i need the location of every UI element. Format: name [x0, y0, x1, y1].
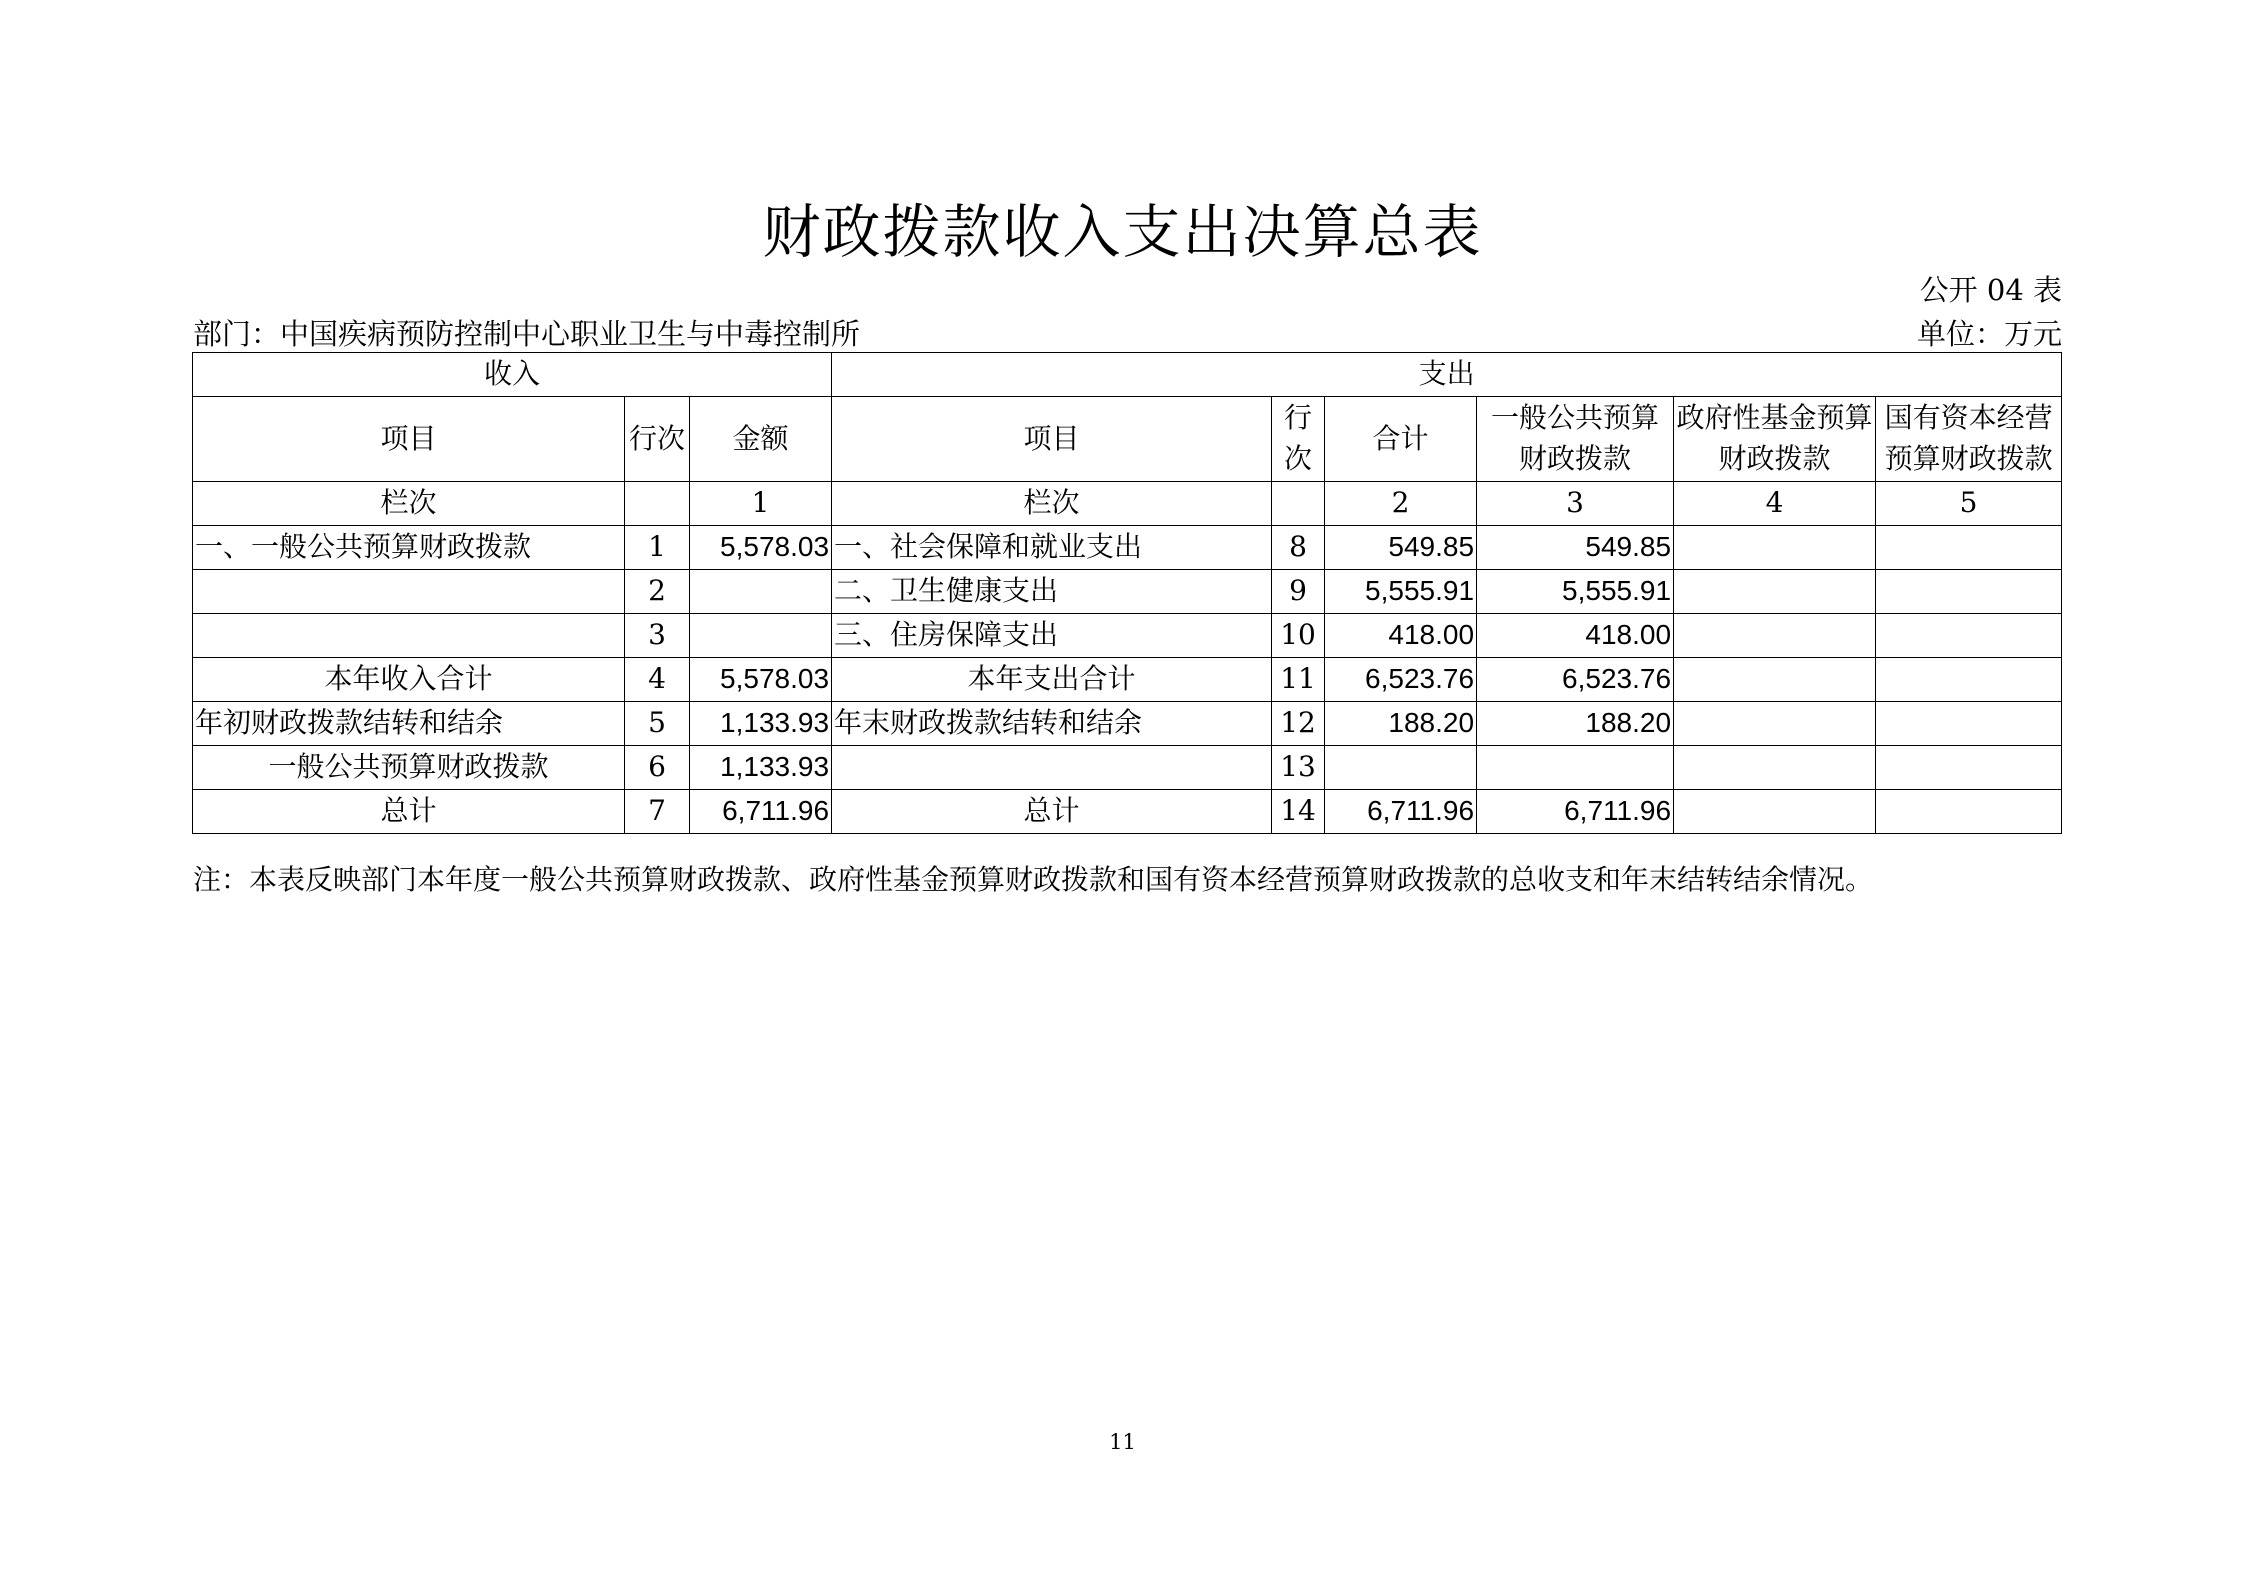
table-row — [193, 702, 2062, 746]
expense-line: 12 — [1272, 702, 1325, 746]
general-budget-header: 一般公共预算财政拨款 — [1477, 397, 1674, 482]
form-number: 公开 04 表 — [1919, 273, 2062, 307]
column-index-5: 5 — [1876, 482, 2062, 526]
expense-item — [832, 746, 1272, 790]
expense-gov-fund — [1674, 790, 1876, 834]
income-item: 总计 — [193, 790, 625, 834]
expense-gov-fund — [1674, 526, 1876, 570]
income-amount: 5,578.03 — [690, 658, 832, 702]
expense-general: 6,523.76 — [1477, 658, 1674, 702]
expense-line-header: 行 次 — [1272, 397, 1325, 482]
column-index-4: 4 — [1674, 482, 1876, 526]
income-line: 4 — [625, 658, 690, 702]
expense-line: 11 — [1272, 658, 1325, 702]
table-note: 注：本表反映部门本年度一般公共预算财政拨款、政府性基金预算财政拨款和国有资本经营预算财政拨款的总收支和年末结转结余情况。 — [193, 863, 1874, 896]
income-line: 5 — [625, 702, 690, 746]
expense-state-capital — [1876, 614, 2062, 658]
expense-line: 13 — [1272, 746, 1325, 790]
expense-state-capital — [1876, 702, 2062, 746]
expense-general: 6,711.96 — [1477, 790, 1674, 834]
expense-item: 三、住房保障支出 — [832, 614, 1272, 658]
expense-general: 418.00 — [1477, 614, 1674, 658]
expense-line: 9 — [1272, 570, 1325, 614]
income-item: 本年收入合计 — [193, 658, 625, 702]
expense-total: 418.00 — [1325, 614, 1477, 658]
income-line: 3 — [625, 614, 690, 658]
column-index-3: 3 — [1477, 482, 1674, 526]
expense-total: 188.20 — [1325, 702, 1477, 746]
income-header: 收入 — [193, 353, 832, 397]
expense-item: 总计 — [832, 790, 1272, 834]
fiscal-appropriation-table — [192, 352, 2062, 834]
expense-state-capital — [1876, 658, 2062, 702]
expense-item-header: 项目 — [832, 397, 1272, 482]
income-line: 2 — [625, 570, 690, 614]
income-line: 1 — [625, 526, 690, 570]
expense-line: 14 — [1272, 790, 1325, 834]
header-row-2 — [193, 397, 2062, 482]
expense-general — [1477, 746, 1674, 790]
column-index-blank-2 — [1272, 482, 1325, 526]
column-index-1: 1 — [690, 482, 832, 526]
expense-item: 年末财政拨款结转和结余 — [832, 702, 1272, 746]
column-index-blank — [625, 482, 690, 526]
income-item: 一般公共预算财政拨款 — [193, 746, 625, 790]
expense-state-capital — [1876, 526, 2062, 570]
column-index-2: 2 — [1325, 482, 1477, 526]
expense-gov-fund — [1674, 702, 1876, 746]
expense-line: 10 — [1272, 614, 1325, 658]
expense-total — [1325, 746, 1477, 790]
state-capital-header: 国有资本经营预算财政拨款 — [1876, 397, 2062, 482]
income-line: 7 — [625, 790, 690, 834]
income-amount-header: 金额 — [690, 397, 832, 482]
expense-header: 支出 — [832, 353, 2062, 397]
expense-gov-fund — [1674, 614, 1876, 658]
expense-gov-fund — [1674, 746, 1876, 790]
unit-label: 单位：万元 — [1916, 317, 2062, 351]
expense-general: 5,555.91 — [1477, 570, 1674, 614]
column-index-row — [193, 482, 2062, 526]
expense-general: 188.20 — [1477, 702, 1674, 746]
expense-total: 6,711.96 — [1325, 790, 1477, 834]
page-number: 11 — [1109, 1430, 1136, 1454]
expense-total: 5,555.91 — [1325, 570, 1477, 614]
income-amount — [690, 570, 832, 614]
expense-gov-fund — [1674, 658, 1876, 702]
income-amount: 6,711.96 — [690, 790, 832, 834]
table-row — [193, 790, 2062, 834]
expense-total: 6,523.76 — [1325, 658, 1477, 702]
expense-total: 549.85 — [1325, 526, 1477, 570]
income-line-header: 行次 — [625, 397, 690, 482]
column-index-expense-label: 栏次 — [832, 482, 1272, 526]
income-item — [193, 614, 625, 658]
table-row — [193, 526, 2062, 570]
income-item — [193, 570, 625, 614]
income-amount: 5,578.03 — [690, 526, 832, 570]
income-item: 年初财政拨款结转和结余 — [193, 702, 625, 746]
expense-item: 一、社会保障和就业支出 — [832, 526, 1272, 570]
expense-line: 8 — [1272, 526, 1325, 570]
expense-state-capital — [1876, 746, 2062, 790]
table-row — [193, 614, 2062, 658]
table-row — [193, 746, 2062, 790]
table-row — [193, 658, 2062, 702]
income-item-header: 项目 — [193, 397, 625, 482]
expense-total-header: 合计 — [1325, 397, 1477, 482]
income-amount — [690, 614, 832, 658]
expense-item: 二、卫生健康支出 — [832, 570, 1272, 614]
income-item: 一、一般公共预算财政拨款 — [193, 526, 625, 570]
expense-gov-fund — [1674, 570, 1876, 614]
header-row-1 — [193, 353, 2062, 397]
expense-state-capital — [1876, 570, 2062, 614]
gov-fund-header: 政府性基金预算财政拨款 — [1674, 397, 1876, 482]
table-row — [193, 570, 2062, 614]
expense-state-capital — [1876, 790, 2062, 834]
column-index-label: 栏次 — [193, 482, 625, 526]
income-amount: 1,133.93 — [690, 702, 832, 746]
department-label: 部门：中国疾病预防控制中心职业卫生与中毒控制所 — [193, 317, 861, 351]
page-title: 财政拨款收入支出决算总表 — [762, 198, 1483, 266]
income-amount: 1,133.93 — [690, 746, 832, 790]
expense-general: 549.85 — [1477, 526, 1674, 570]
expense-item: 本年支出合计 — [832, 658, 1272, 702]
income-line: 6 — [625, 746, 690, 790]
